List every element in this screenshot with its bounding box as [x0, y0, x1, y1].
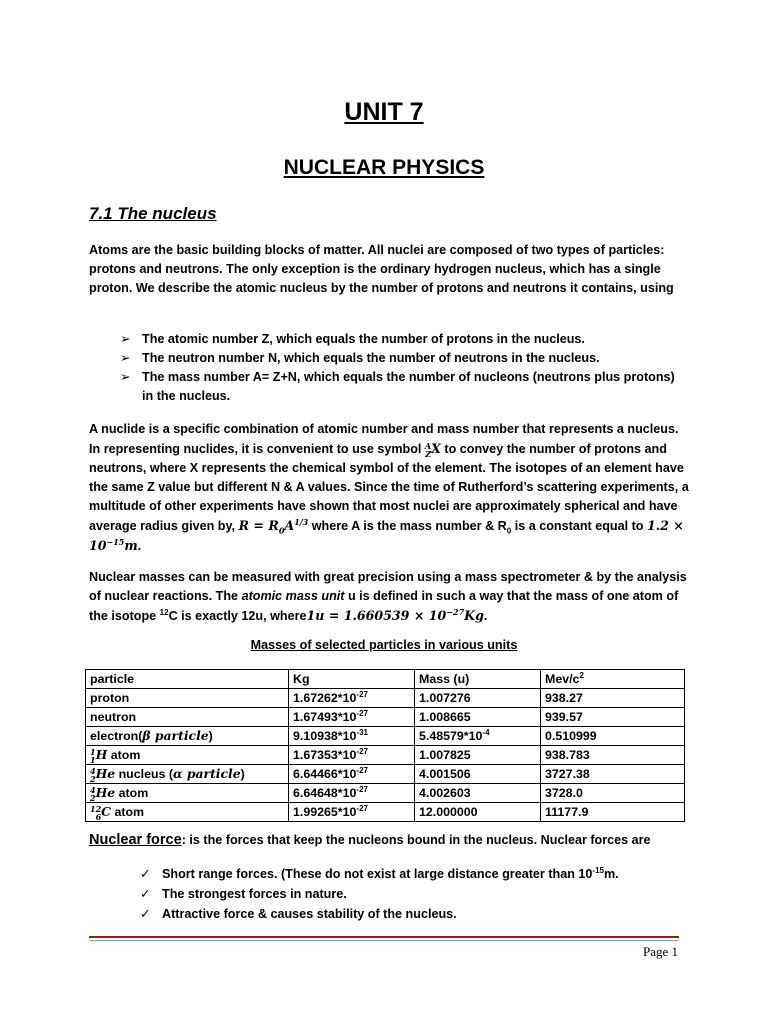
table-row: electron(β particle) $9.10938*10^{-31}$ $5.48579*10^{-4}$ 0.510999 [86, 727, 685, 746]
page-number: Page 1 [642, 944, 678, 959]
arrow-bullet-list [120, 330, 680, 406]
arrow-bullet-icon: ➢ [120, 351, 131, 365]
checkmark-icon: ✓ [140, 907, 151, 921]
mass-paragraph: Nuclear masses can be measured with great precision using a mass spectrometer & by the analysis of nuclear reactions. The atomic mass unit u is defined in such a way that the mass of one atom of the isotope $^{12}$C is exactly 12u, where1u = $1.660539 \times 10^{-27}Kg$. [89, 570, 687, 623]
arrow-bullet-icon: ➢ [120, 370, 131, 384]
footer-divider-thin [89, 940, 679, 941]
table-row: 1 1 H atom $1.67353*10^{-27}$ 1.007825 938.783 [86, 746, 685, 765]
list-item: ➢ The neutron number N, which equals the number of neutrons in the nucleus. [120, 349, 680, 368]
nuclear-force-heading: Nuclear force [89, 832, 182, 848]
table-row: 4 2 He atom $6.64648*10^{-27}$ 4.002603 3728.0 [86, 784, 685, 803]
radius-formula: $R = R_0A^{1/3}$ [238, 516, 309, 536]
chapter-title: NUCLEAR PHYSICS [283, 156, 485, 179]
checkmark-icon: ✓ [140, 887, 151, 901]
amu-formula: $1u = 1.660539 \times 10^{-27}Kg$ [306, 606, 484, 623]
nuclide-paragraph: A nuclide is a specific combination of atomic number and mass number that represents a nucleus. In representing nuclides, it is convenient to use symbol A Z X to convey the number of protons and neutrons, where X represents the chemical symbol of the element. The isotopes of an element have the same Z value but different N & A values. Since the time of Rutherford’s scattering experiments, a multitude of other experiments have shown that most nuclei are approximately spherical and have average radius given by, $R = R_0A^{1/3}$ where A is the mass number & $R_0$ is a constant equal to $1.2 \times 10^{-15}m$. [89, 422, 689, 553]
table-row: 4 2 He nucleus (α particle) $6.64466*10^{-27}$ 4.001506 3727.38 [86, 765, 685, 784]
nuclide-symbol: A Z X [424, 440, 441, 459]
intro-paragraph: Atoms are the basic building blocks of matter. All nuclei are composed of two types of particles: protons and neutrons. The only exception is the ordinary hydrogen nucleus, which has a single proton. We describe the atomic nucleus by the number of protons and neutrons it contains, using [89, 243, 674, 295]
radius-constant: $1.2 \times 10^{-15}m$ [89, 518, 684, 553]
particle-mass-table [85, 669, 685, 822]
table-row: proton $1.67262*10^{-27}$ 1.007276 938.27 [86, 689, 685, 708]
nuclear-force-paragraph: Nuclear force: is the forces that keep the nucleons bound in the nucleus. Nuclear forces are [89, 832, 651, 848]
list-item: ✓ The strongest forces in nature. [140, 884, 680, 904]
section-heading: 7.1 The nucleus [89, 204, 217, 223]
table-row: 12 6 C atom $1.99265*10^{-27}$ 12.000000 11177.9 [86, 803, 685, 822]
check-bullet-list [140, 864, 680, 924]
table-row: neutron $1.67493*10^{-27}$ 1.008665 939.57 [86, 708, 685, 727]
unit-title: UNIT 7 [344, 98, 424, 126]
list-item: ➢ The mass number A= Z+N, which equals the number of nucleons (neutrons plus protons) in the nucleus. [120, 370, 675, 403]
checkmark-icon: ✓ [140, 867, 151, 881]
table-caption: Masses of selected particles in various units [250, 638, 518, 652]
table-header-row: particle Kg Mass (u) Mev/$c^2$ [86, 670, 685, 689]
list-item: ✓ Short range forces. (These do not exist at large distance greater than $10^{-15}m$. [140, 864, 680, 884]
list-item: ✓ Attractive force & causes stability of the nucleus. [140, 904, 680, 924]
footer-divider [89, 936, 679, 938]
arrow-bullet-icon: ➢ [120, 332, 131, 346]
list-item: ➢ The atomic number Z, which equals the number of protons in the nucleus. [120, 330, 680, 349]
